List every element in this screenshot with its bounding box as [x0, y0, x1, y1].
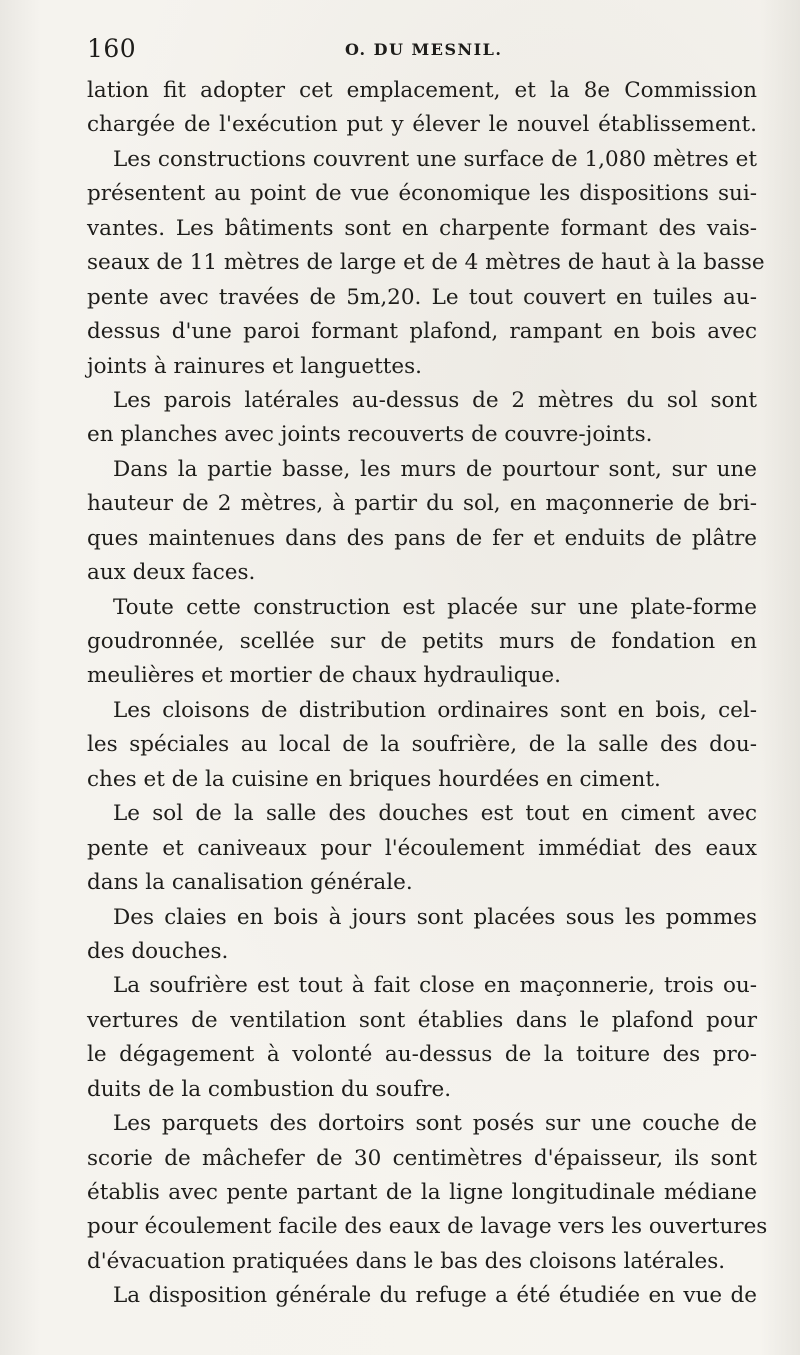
text-line: hauteur de 2 mètres, à partir du sol, en maçonnerie de bri-	[87, 491, 757, 517]
text-line: d'évacuation pratiquées dans le bas des cloisons latérales.	[87, 1248, 726, 1274]
text-line: meulières et mortier de chaux hydraulique.	[87, 663, 561, 689]
text-line: Toute cette construction est placée sur une plate-forme	[113, 594, 757, 620]
page-header	[87, 34, 757, 70]
text-line: vertures de ventilation sont établies dans le plafond pour	[87, 1007, 757, 1033]
text-line: des douches.	[87, 938, 229, 964]
text-line: les spéciales au local de la soufrière, de la salle des dou-	[87, 732, 757, 758]
text-line: Des claies en bois à jours sont placées sous les pommes	[113, 904, 757, 930]
text-line: dessus d'une paroi formant plafond, rampant en bois avec	[87, 319, 757, 345]
text-line: ches et de la cuisine en briques hourdées en ciment.	[87, 766, 661, 792]
text-line: vantes. Les bâtiments sont en charpente formant des vais-	[87, 215, 757, 241]
page-number: 160	[87, 34, 137, 63]
text-line: Dans la partie basse, les murs de pourtour sont, sur une	[113, 456, 757, 482]
text-line: ques maintenues dans des pans de fer et enduits de plâtre	[87, 525, 757, 551]
text-line: pour écoulement facile des eaux de lavage vers les ouvertures	[87, 1214, 768, 1240]
text-line: pente et caniveaux pour l'écoulement immédiat des eaux	[87, 835, 757, 861]
text-line: établis avec pente partant de la ligne longitudinale médiane	[87, 1180, 757, 1205]
text-line: pente avec travées de 5m,20. Le tout couvert en tuiles au-	[87, 284, 757, 310]
text-line: présentent au point de vue économique les dispositions sui-	[87, 181, 757, 207]
running-head: O. DU MESNIL.	[345, 40, 503, 59]
text-line: chargée de l'exécution put y élever le nouvel établissement.	[87, 112, 757, 138]
text-line: scorie de mâchefer de 30 centimètres d'épaisseur, ils sont	[87, 1145, 757, 1171]
text-line: La disposition générale du refuge a été étudiée en vue de	[113, 1283, 757, 1309]
text-line: Le sol de la salle des douches est tout en ciment avec	[113, 801, 757, 827]
text-line: en planches avec joints recouverts de couvre-joints.	[87, 422, 653, 448]
text-line: Les constructions couvrent une surface de 1,080 mètres et	[113, 146, 757, 172]
text-line: Les cloisons de distribution ordinaires sont en bois, cel-	[113, 697, 757, 723]
text-line: joints à rainures et languettes.	[87, 353, 422, 379]
text-line: dans la canalisation générale.	[87, 870, 413, 896]
bleed-through-footer	[200, 1308, 760, 1332]
text-line: goudronnée, scellée sur de petits murs de fondation en	[87, 629, 757, 654]
text-line: duits de la combustion du soufre.	[87, 1076, 452, 1102]
text-line: lation fit adopter cet emplacement, et la 8e Commission	[87, 78, 757, 103]
text-line: seaux de 11 mètres de large et de 4 mètres de haut à la basse	[87, 250, 765, 276]
body-text	[87, 74, 768, 1314]
text-line: La soufrière est tout à fait close en maçonnerie, trois ou-	[113, 973, 757, 999]
text-line: Les parois latérales au-dessus de 2 mètres du sol sont	[113, 387, 757, 413]
text-line: le dégagement à volonté au-dessus de la toiture des pro-	[87, 1042, 757, 1068]
text-line: aux deux faces.	[87, 560, 256, 586]
text-line: Les parquets des dortoirs sont posés sur une couche de	[113, 1111, 757, 1137]
